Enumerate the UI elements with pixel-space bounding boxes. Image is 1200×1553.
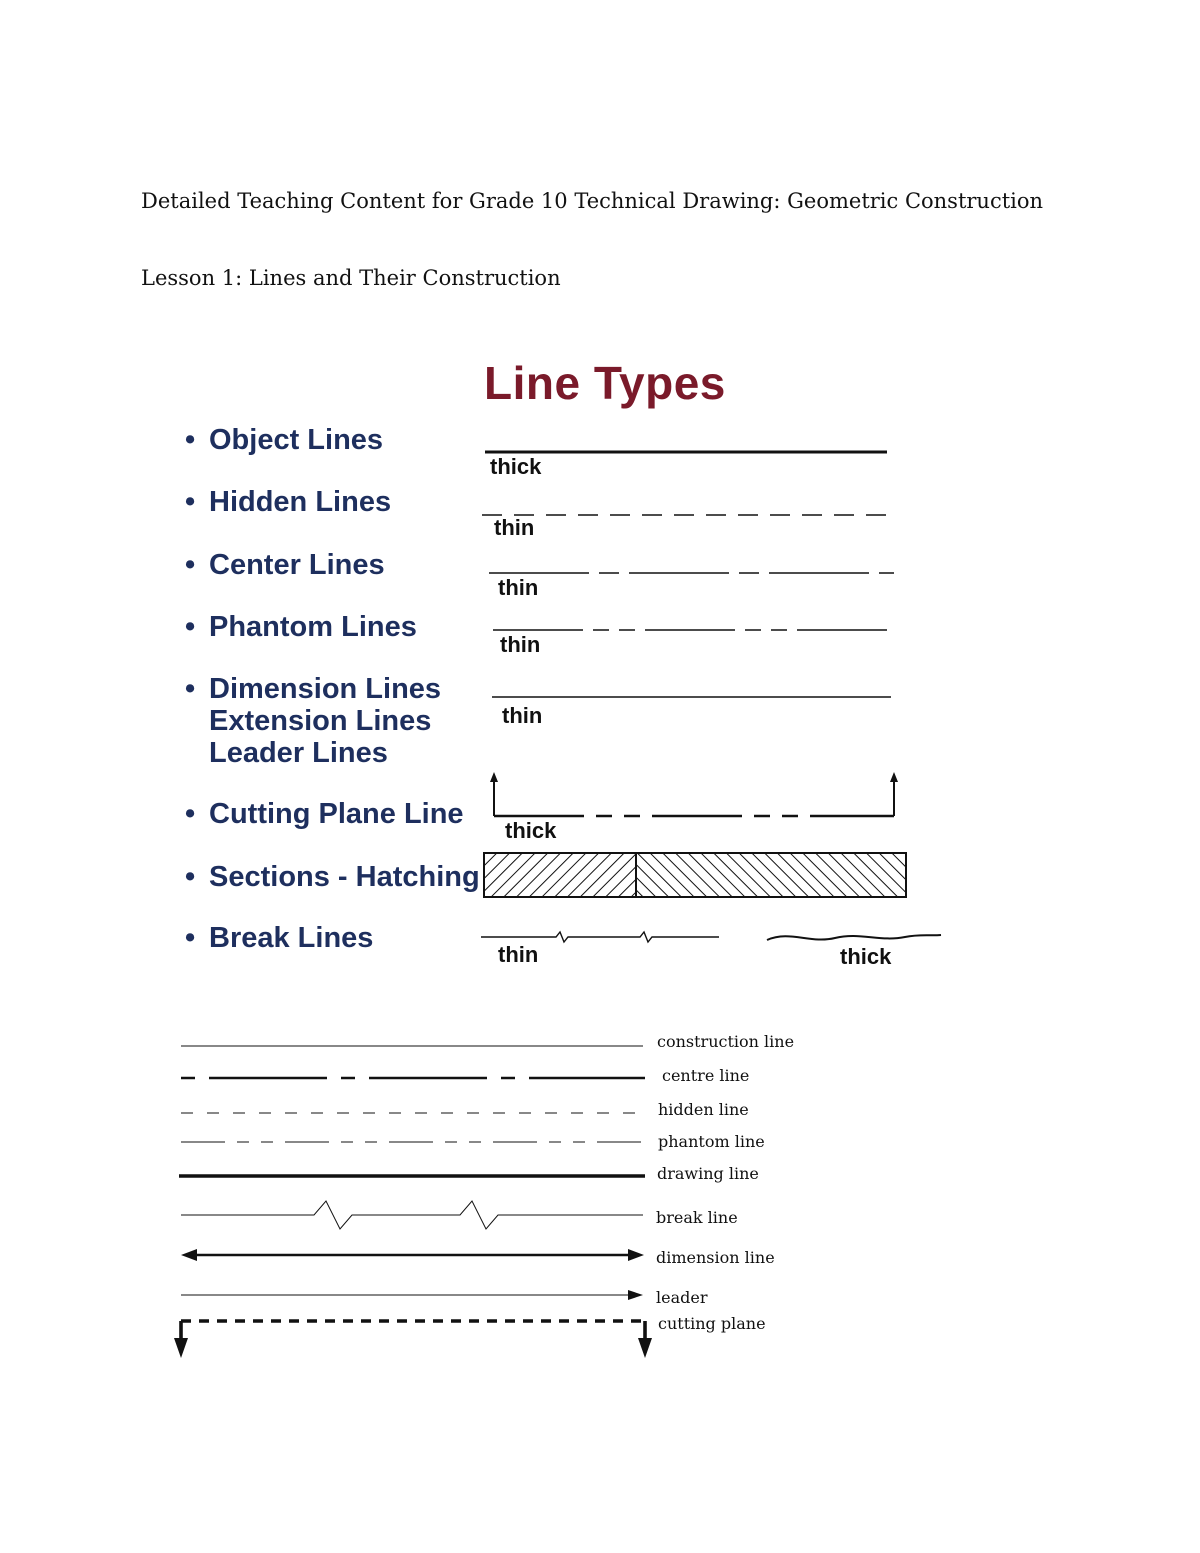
bullet-marker: • (185, 424, 196, 456)
break-line-thick-sample (767, 935, 941, 940)
bullet-label: Break Lines (209, 922, 374, 954)
bullet-marker: • (185, 549, 196, 581)
legend-label-phantom: phantom line (658, 1132, 765, 1151)
weight-label-cutting-plane: thick (505, 818, 557, 843)
weight-label-break-thin: thin (498, 942, 539, 967)
weight-label-object: thick (490, 454, 542, 479)
break-line-legend-sample (181, 1201, 643, 1229)
bullet-label: Object Lines (209, 424, 384, 456)
document-title: Detailed Teaching Content for Grade 10 Technical Drawing: Geometric Construction (141, 189, 1044, 213)
bullet-marker: • (185, 922, 196, 954)
bullet-marker: • (185, 798, 196, 830)
hatching-sample (484, 853, 906, 897)
legend-label-dimension: dimension line (656, 1248, 775, 1267)
bullet-marker: • (185, 861, 196, 893)
lesson-heading: Lesson 1: Lines and Their Construction (141, 266, 561, 290)
dimension-line-legend-sample (181, 1249, 644, 1261)
bullet-label: Dimension Lines (209, 673, 442, 705)
bullet-marker: • (185, 611, 196, 643)
leader-legend-sample (181, 1290, 643, 1300)
bullet-label: Cutting Plane Line (209, 798, 464, 830)
weight-label-phantom: thin (500, 632, 541, 657)
legend-label-centre: centre line (662, 1066, 750, 1085)
bullet-label: Sections - Hatching (209, 861, 480, 893)
weight-label-break-thick: thick (840, 944, 892, 969)
bullet-marker: • (185, 486, 196, 518)
legend-label-construction: construction line (657, 1032, 795, 1051)
legend-label-cutting-plane: cutting plane (658, 1314, 766, 1333)
bullet-sub-label: Leader Lines (209, 737, 388, 769)
bullet-label: Center Lines (209, 549, 385, 581)
legend-label-leader: leader (656, 1288, 708, 1307)
legend-label-hidden: hidden line (658, 1100, 749, 1119)
bullet-sub-label: Extension Lines (209, 705, 432, 737)
weight-label-dimension: thin (502, 703, 543, 728)
bullet-marker: • (185, 673, 196, 705)
weight-label-hidden: thin (494, 515, 535, 540)
legend-label-drawing: drawing line (657, 1164, 759, 1183)
legend-label-break: break line (656, 1208, 738, 1227)
break-line-thin-sample (481, 932, 719, 942)
cutting-plane-legend-sample (174, 1321, 652, 1358)
bullet-label: Hidden Lines (209, 486, 392, 518)
bullet-label: Phantom Lines (209, 611, 417, 643)
figure-title: Line Types (484, 357, 726, 409)
cutting-plane-sample (490, 772, 898, 816)
weight-label-center: thin (498, 575, 539, 600)
